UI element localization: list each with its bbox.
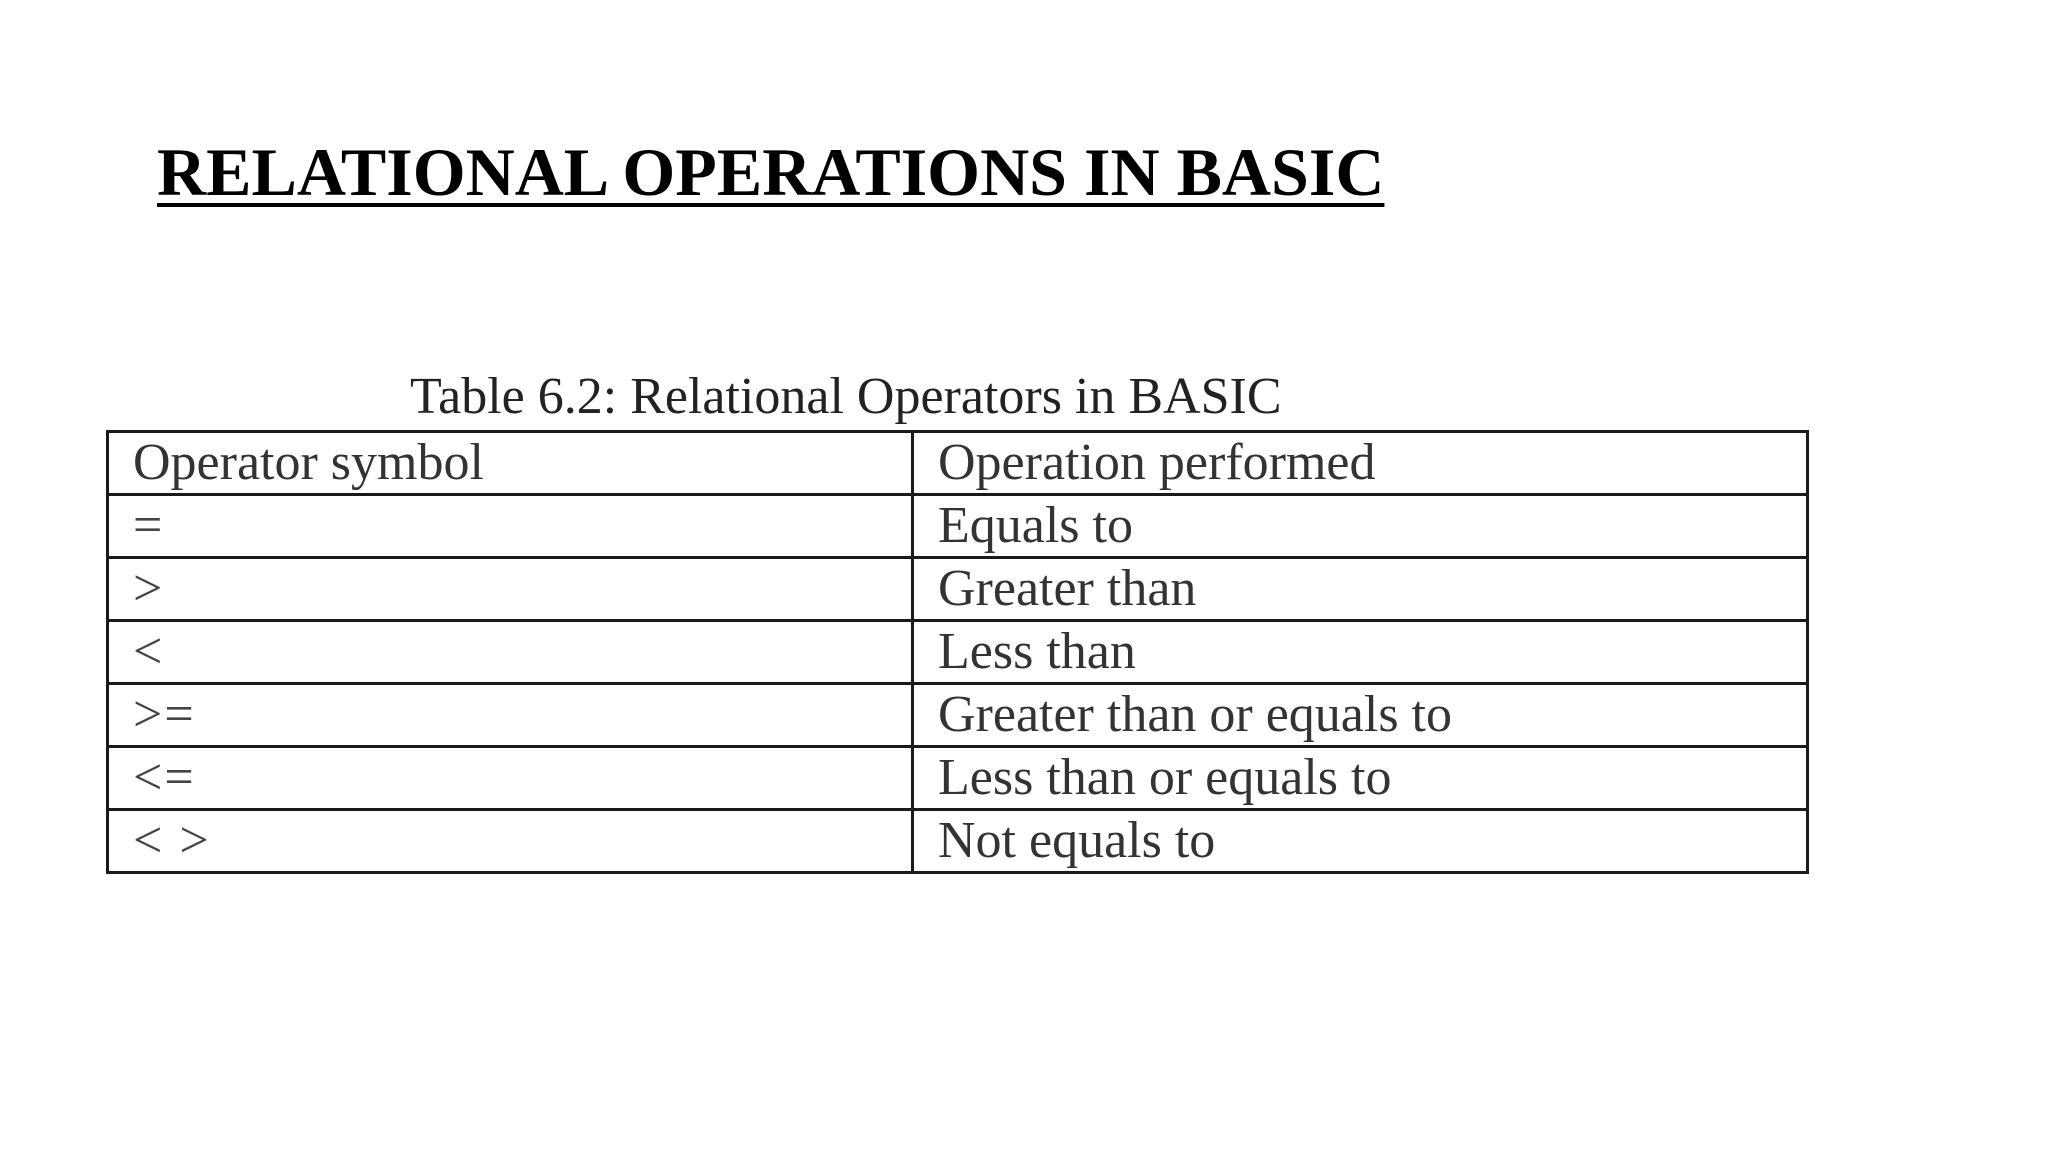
operator-symbol-cell: = bbox=[108, 495, 913, 558]
table-header-row bbox=[108, 432, 1808, 495]
operator-symbol-cell: < > bbox=[108, 810, 913, 873]
table-row bbox=[108, 621, 1808, 684]
table-caption: Table 6.2: Relational Operators in BASIC bbox=[410, 368, 1282, 425]
table-row bbox=[108, 495, 1808, 558]
table-row bbox=[108, 558, 1808, 621]
operation-cell: Greater than or equals to bbox=[913, 684, 1808, 747]
table-row bbox=[108, 684, 1808, 747]
header-operator-symbol: Operator symbol bbox=[108, 432, 913, 495]
operation-cell: Greater than bbox=[913, 558, 1808, 621]
operation-cell: Not equals to bbox=[913, 810, 1808, 873]
operator-symbol-cell: >= bbox=[108, 684, 913, 747]
slide-title: RELATIONAL OPERATIONS IN BASIC bbox=[157, 134, 1385, 210]
operation-cell: Less than or equals to bbox=[913, 747, 1808, 810]
header-operation-performed: Operation performed bbox=[913, 432, 1808, 495]
operator-symbol-cell: < bbox=[108, 621, 913, 684]
relational-operators-table bbox=[106, 430, 1809, 874]
operator-symbol-cell: <= bbox=[108, 747, 913, 810]
table-row bbox=[108, 747, 1808, 810]
operation-cell: Less than bbox=[913, 621, 1808, 684]
operator-symbol-cell: > bbox=[108, 558, 913, 621]
table-row bbox=[108, 810, 1808, 873]
operation-cell: Equals to bbox=[913, 495, 1808, 558]
